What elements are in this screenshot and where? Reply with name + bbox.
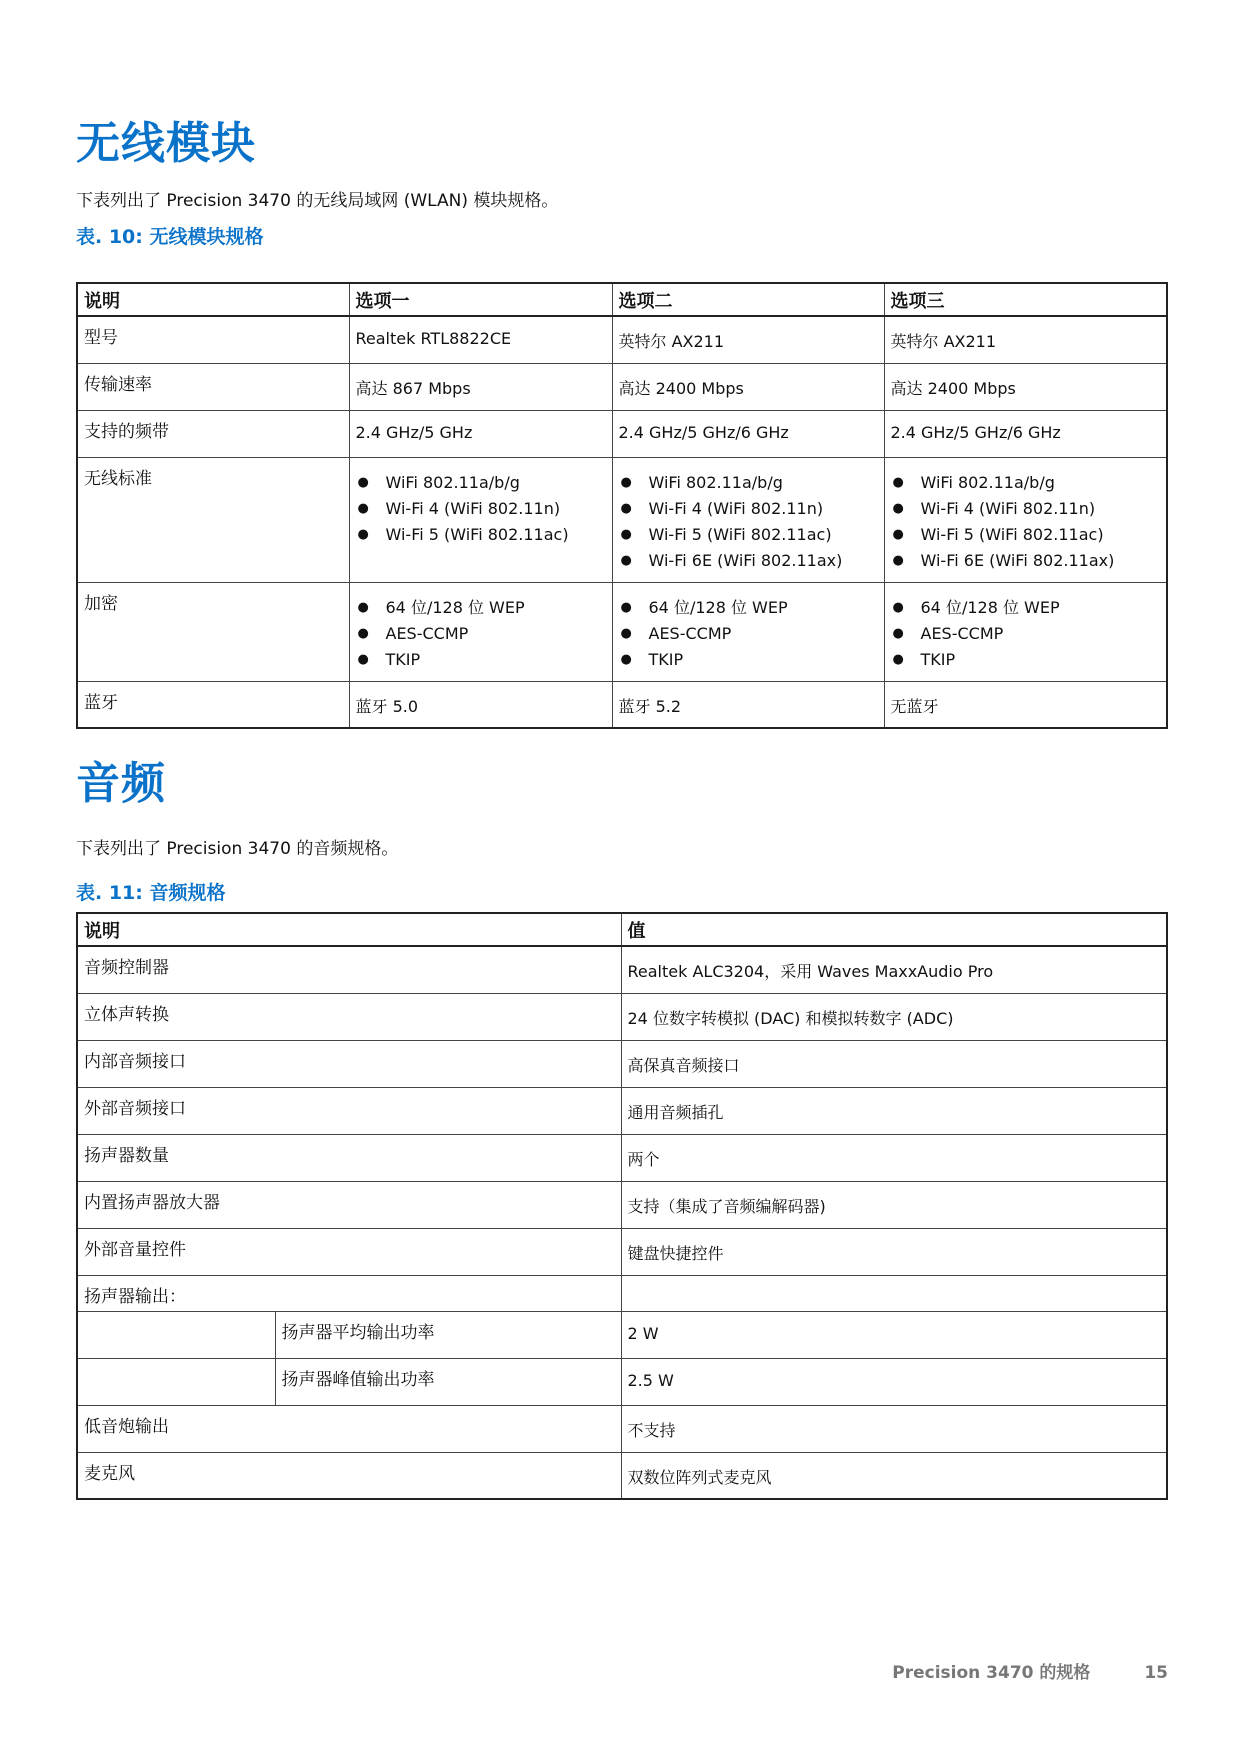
row-label: 传输速率 [77,363,349,410]
empty-cell [77,1358,275,1405]
table-row [77,993,1167,1040]
table-row [77,1181,1167,1228]
table-row [77,1134,1167,1181]
row-label: 蓝牙 [77,681,349,728]
table-cell: 2.4 GHz/5 GHz [349,410,612,457]
table-row [77,1087,1167,1134]
list-item: ● AES-CCMP [356,621,606,647]
table-cell [349,457,612,582]
list-item: ● AES-CCMP [619,621,878,647]
row-label: 无线标准 [77,457,349,582]
audio-table-caption: 表. 11: 音频规格 [76,882,226,904]
list-item: ● TKIP [619,647,878,673]
list-item: ● WiFi 802.11a/b/g [619,470,878,496]
row-label: 内部音频接口 [77,1040,621,1087]
table-cell: 2 W [621,1311,1167,1358]
bullet-list [619,595,878,673]
table-cell: 键盘快捷控件 [621,1228,1167,1275]
table-row [77,582,1167,681]
table-row [77,1228,1167,1275]
table-row [77,1311,1167,1358]
footer-title: Precision 3470 的规格 [892,1663,1091,1683]
table-cell [612,457,884,582]
list-item: ● TKIP [891,647,1161,673]
list-item: ● Wi-Fi 5 (WiFi 802.11ac) [356,522,606,548]
list-item: ● 64 位/128 位 WEP [891,595,1161,621]
column-header: 选项三 [884,283,1167,316]
table-row [77,946,1167,993]
column-header: 说明 [77,283,349,316]
table-cell: 24 位数字转模拟 (DAC) 和模拟转数字 (ADC) [621,993,1167,1040]
table-cell: 高达 867 Mbps [349,363,612,410]
table-row [77,1275,1167,1311]
wlan-spec-table [76,282,1168,729]
wlan-intro: 下表列出了 Precision 3470 的无线局域网 (WLAN) 模块规格。 [76,191,559,211]
wlan-table-caption: 表. 10: 无线模块规格 [76,226,264,248]
page-number: 15 [1144,1663,1168,1683]
table-cell [621,1275,1167,1311]
row-label: 低音炮输出 [77,1405,621,1452]
row-label: 外部音频接口 [77,1087,621,1134]
audio-heading: 音频 [76,758,166,809]
list-item: ● Wi-Fi 6E (WiFi 802.11ax) [891,548,1161,574]
row-label: 麦克风 [77,1452,621,1499]
list-item: ● 64 位/128 位 WEP [356,595,606,621]
column-header: 选项一 [349,283,612,316]
column-header: 选项二 [612,283,884,316]
row-label: 支持的频带 [77,410,349,457]
table-cell: 英特尔 AX211 [612,316,884,363]
empty-cell [77,1311,275,1358]
table-cell: 2.4 GHz/5 GHz/6 GHz [612,410,884,457]
row-label: 外部音量控件 [77,1228,621,1275]
row-label: 立体声转换 [77,993,621,1040]
row-sublabel: 扬声器平均输出功率 [275,1311,621,1358]
bullet-list [891,595,1161,673]
bullet-list [356,595,606,673]
table-row [77,1040,1167,1087]
table-cell: 高保真音频接口 [621,1040,1167,1087]
row-label: 扬声器输出： [77,1275,621,1311]
row-label: 内置扬声器放大器 [77,1181,621,1228]
table-row [77,363,1167,410]
list-item: ● TKIP [356,647,606,673]
table-cell [349,582,612,681]
table-cell: 无蓝牙 [884,681,1167,728]
audio-intro: 下表列出了 Precision 3470 的音频规格。 [76,839,399,859]
row-label: 音频控制器 [77,946,621,993]
table-cell: Realtek RTL8822CE [349,316,612,363]
table-cell: 蓝牙 5.2 [612,681,884,728]
table-row [77,1452,1167,1499]
table-cell [612,582,884,681]
table-cell: Realtek ALC3204，采用 Waves MaxxAudio Pro [621,946,1167,993]
list-item: ● WiFi 802.11a/b/g [891,470,1161,496]
table-row [77,457,1167,582]
column-header: 值 [621,913,1167,946]
list-item: ● WiFi 802.11a/b/g [356,470,606,496]
row-label: 扬声器数量 [77,1134,621,1181]
list-item: ● 64 位/128 位 WEP [619,595,878,621]
table-cell: 高达 2400 Mbps [884,363,1167,410]
table-cell: 两个 [621,1134,1167,1181]
table-cell [884,457,1167,582]
list-item: ● Wi-Fi 4 (WiFi 802.11n) [356,496,606,522]
wlan-heading: 无线模块 [76,118,256,169]
table-cell: 2.5 W [621,1358,1167,1405]
table-row [77,1358,1167,1405]
table-cell: 英特尔 AX211 [884,316,1167,363]
list-item: ● Wi-Fi 4 (WiFi 802.11n) [891,496,1161,522]
table-row [77,681,1167,728]
list-item: ● Wi-Fi 4 (WiFi 802.11n) [619,496,878,522]
table-cell: 不支持 [621,1405,1167,1452]
bullet-list [891,470,1161,574]
table-cell [884,582,1167,681]
table-row [77,410,1167,457]
bullet-list [356,470,606,548]
page-footer [844,1658,1168,1683]
table-cell: 2.4 GHz/5 GHz/6 GHz [884,410,1167,457]
list-item: ● Wi-Fi 5 (WiFi 802.11ac) [619,522,878,548]
table-row [77,1405,1167,1452]
table-row [77,316,1167,363]
table-cell: 双数位阵列式麦克风 [621,1452,1167,1499]
table-cell: 支持（集成了音频编解码器) [621,1181,1167,1228]
list-item: ● Wi-Fi 5 (WiFi 802.11ac) [891,522,1161,548]
row-sublabel: 扬声器峰值输出功率 [275,1358,621,1405]
bullet-list [619,470,878,574]
table-cell: 通用音频插孔 [621,1087,1167,1134]
list-item: ● Wi-Fi 6E (WiFi 802.11ax) [619,548,878,574]
row-label: 加密 [77,582,349,681]
table-cell: 高达 2400 Mbps [612,363,884,410]
list-item: ● AES-CCMP [891,621,1161,647]
column-header: 说明 [77,913,621,946]
table-cell: 蓝牙 5.0 [349,681,612,728]
row-label: 型号 [77,316,349,363]
audio-spec-table [76,912,1168,1500]
table-header-row [77,283,1167,316]
table-header-row [77,913,1167,946]
